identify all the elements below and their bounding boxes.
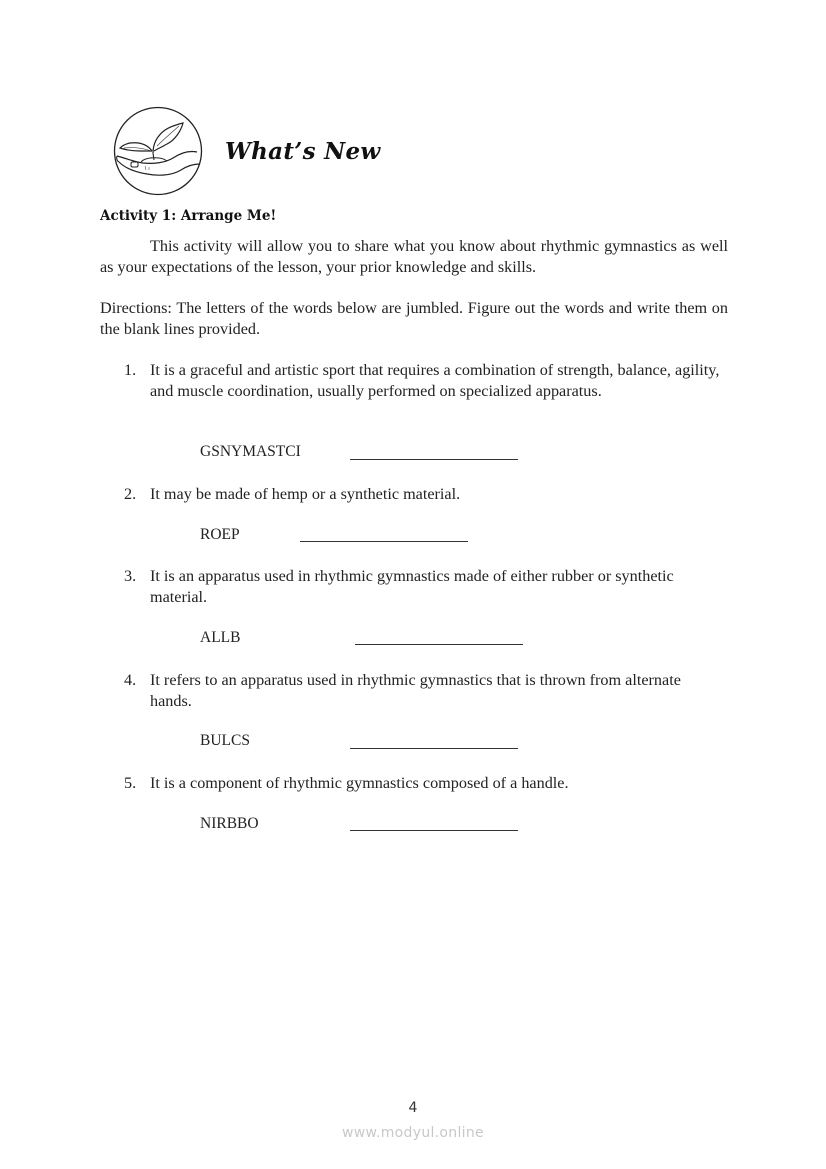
section-header — [113, 106, 381, 196]
question-number: 1. — [124, 361, 137, 379]
question-item-3 — [124, 566, 724, 608]
question-number: 3. — [124, 567, 137, 585]
hand-holding-seedling-icon — [113, 106, 203, 196]
question-number: 4. — [124, 671, 137, 689]
question-text: It may be made of hemp or a synthetic material. — [150, 485, 461, 503]
question-text: It is a graceful and artistic sport that requires a combination of strength, balance, agility, and muscle coordination, usually performed on specialized apparatus. — [150, 361, 720, 400]
jumbled-word: ROEP — [200, 526, 240, 543]
question-item-5 — [124, 773, 724, 794]
page-number: 4 — [408, 1100, 418, 1116]
answer-blank-3[interactable] — [355, 644, 523, 645]
activity-directions: Directions: The letters of the words below are jumbled. Figure out the words and write them on the blank lines provided. — [100, 299, 728, 338]
jumbled-word: NIRBBO — [200, 815, 259, 832]
jumbled-word: ALLB — [200, 629, 241, 646]
activity-intro: This activity will allow you to share what you know about rhythmic gymnastics as well as your expectations of the lesson, your prior knowledge and skills. — [100, 237, 728, 276]
answer-blank-4[interactable] — [350, 748, 518, 749]
jumbled-word: GSNYMASTCI — [200, 443, 301, 460]
answer-blank-5[interactable] — [350, 830, 518, 831]
answer-blank-2[interactable] — [300, 541, 468, 542]
watermark: www.modyul.online — [342, 1125, 484, 1141]
question-item-1 — [124, 360, 724, 402]
question-text: It is a component of rhythmic gymnastics composed of a handle. — [150, 774, 569, 792]
question-number: 2. — [124, 485, 137, 503]
activity-title: Activity 1: Arrange Me! — [100, 208, 277, 224]
section-title: What’s New — [225, 137, 381, 165]
question-number: 5. — [124, 774, 137, 792]
question-text: It refers to an apparatus used in rhythmic gymnastics that is thrown from alternate hands. — [150, 671, 681, 710]
jumbled-word: BULCS — [200, 732, 250, 749]
question-item-4 — [124, 670, 724, 712]
question-text: It is an apparatus used in rhythmic gymnastics made of either rubber or synthetic material. — [150, 567, 674, 606]
question-item-2 — [124, 484, 724, 505]
answer-blank-1[interactable] — [350, 459, 518, 460]
